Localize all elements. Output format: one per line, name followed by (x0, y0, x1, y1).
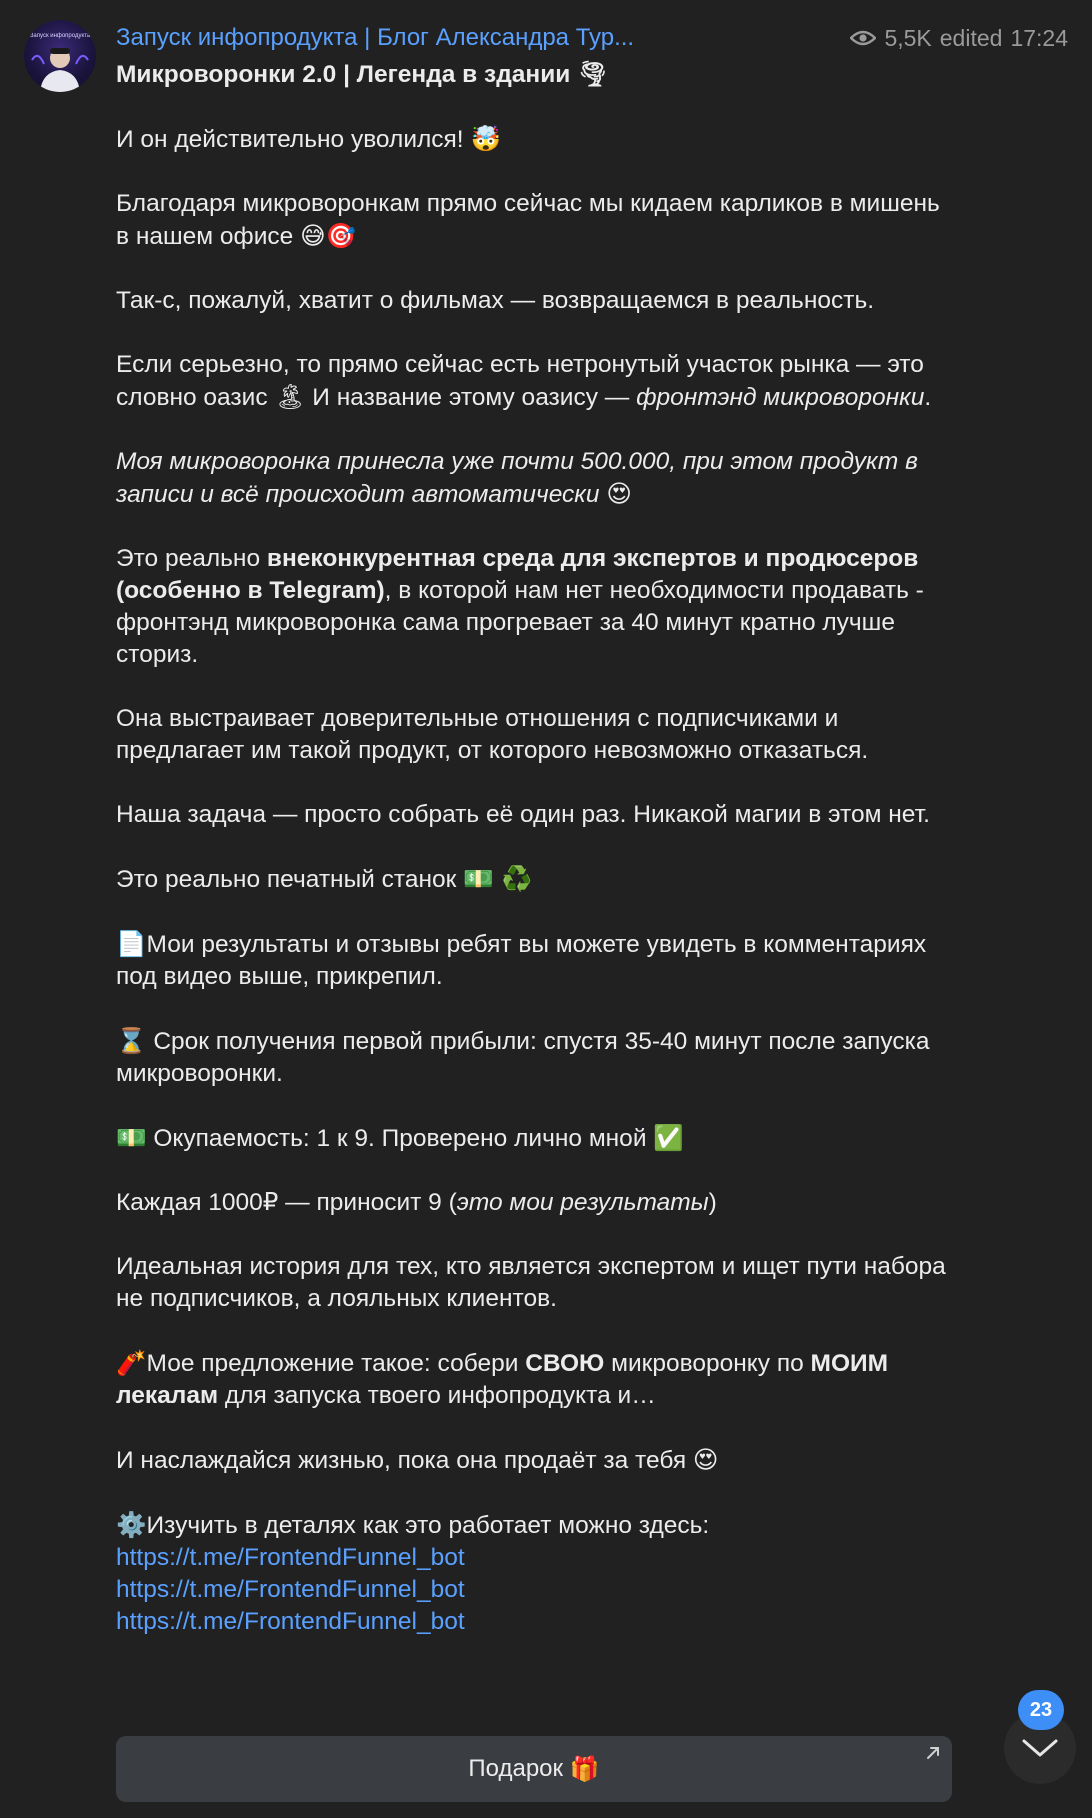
paragraph: ⌛ Срок получения первой прибыли: спустя 35-40 минут после запуска микроворонки. (116, 1026, 930, 1087)
gift-button[interactable] (116, 1736, 952, 1802)
avatar-caption: Запуск инфопродукта (29, 33, 91, 39)
check-mark-icon: ✅ (653, 1123, 684, 1152)
paragraph: 🧨Мое предложение такое: собери СВОЮ микроворонку по МОИМ лекалам для запуска твоего инфопродукта и… (116, 1348, 889, 1409)
post-time: 17:24 (1010, 25, 1068, 51)
views-eye-icon (850, 29, 876, 47)
bot-link[interactable]: https://t.me/FrontendFunnel_bot (116, 1608, 465, 1635)
paragraph: 💵 Окупаемость: 1 к 9. Проверено лично мной ✅ (116, 1123, 684, 1152)
paragraph: Это реально печатный станок 💵 ♻️ (116, 864, 532, 893)
channel-avatar[interactable] (24, 20, 96, 92)
gear-icon: ⚙️ (116, 1510, 147, 1539)
heart-eyes-icon: 😍 (606, 479, 632, 508)
money-recycle-icon: 💵 ♻️ (463, 864, 532, 893)
external-arrow-icon (924, 1744, 942, 1762)
hourglass-icon: ⌛ (116, 1026, 147, 1055)
gift-icon: 🎁 (569, 1755, 600, 1783)
island-icon: 🏝 (274, 382, 306, 411)
bot-link[interactable]: https://t.me/FrontendFunnel_bot (116, 1544, 465, 1571)
paragraph: Если серьезно, то прямо сейчас есть нетронутый участок рынка — это словно оазис 🏝 И название этому оазису — фронтэнд микроворонки. (116, 351, 932, 411)
channel-name-link[interactable]: Запуск инфопродукта | Блог Александра Тур... (116, 24, 635, 51)
money-icon: 💵 (116, 1123, 147, 1152)
heart-eyes-icon: 😍 (692, 1445, 719, 1474)
paragraph: ⚙️Изучить в деталях как это работает можно здесь: (116, 1510, 710, 1539)
tornado-icon: 🌪 (577, 59, 609, 88)
unread-count-badge: 23 (1018, 1690, 1064, 1730)
paragraph: Так-с, пожалуй, хватит о фильмах — возвращаемся в реальность. (116, 287, 875, 314)
paragraph: Наша задача — просто собрать её один раз. Никакой магии в этом нет. (116, 801, 930, 828)
paragraph: 📄Мои результаты и отзывы ребят вы можете увидеть в комментариях под видео выше, прикрепил. (116, 929, 927, 990)
views-count: 5,5K (884, 25, 932, 51)
post-title: Микроворонки 2.0 | Легенда в здании 🌪 (116, 59, 609, 88)
bot-link[interactable]: https://t.me/FrontendFunnel_bot (116, 1576, 465, 1603)
paragraph: Благодаря микроворонкам прямо сейчас мы кидаем карликов в мишень в нашем офисе 😅🎯 (116, 190, 940, 250)
chevron-down-icon (1020, 1736, 1060, 1760)
mind-blown-icon: 🤯 (470, 124, 501, 153)
paragraph: Она выстраивает доверительные отношения с подписчиками и предлагает им такой продукт, от которого невозможно отказаться. (116, 705, 869, 764)
firecracker-icon: 🧨 (116, 1348, 147, 1377)
paragraph: Идеальная история для тех, кто является экспертом и ищет пути набора не подписчиков, а лояльных клиентов. (116, 1253, 946, 1312)
post-meta (850, 22, 1068, 54)
paragraph: И он действительно уволился! 🤯 (116, 124, 501, 153)
paragraph: Каждая 1000₽ — приносит 9 (это мои результаты) (116, 1189, 717, 1216)
paragraph: И наслаждайся жизнью, пока она продаёт за тебя 😍 (116, 1445, 719, 1474)
paragraph: Моя микроворонка принесла уже почти 500.000, при этом продукт в записи и всё происходит автоматически 😍 (116, 448, 918, 508)
post-body (116, 58, 956, 1638)
edited-label: edited (939, 25, 1003, 51)
document-icon: 📄 (116, 929, 147, 958)
paragraph: Это реально внеконкурентная среда для экспертов и продюсеров (особенно в Telegram), в которой нам нет необходимости продавать - фронтэнд микроворонка сама прогревает за 40 минут кратно лучше сториз. (116, 545, 924, 668)
gift-button-label: Подарок (468, 1755, 564, 1782)
sweat-smile-target-icon: 😅🎯 (300, 221, 357, 250)
